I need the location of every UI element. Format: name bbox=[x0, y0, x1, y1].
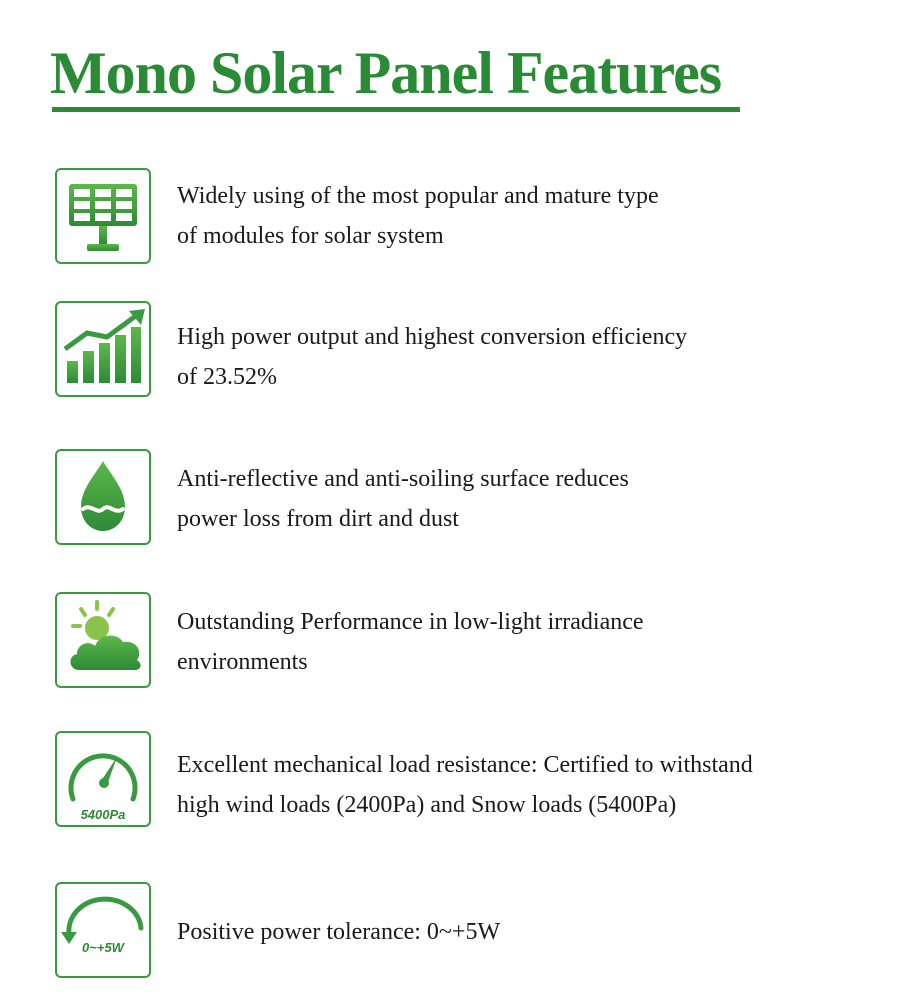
feature-text bbox=[177, 317, 857, 397]
feature-line: Excellent mechanical load resistance: Certified to withstand bbox=[177, 752, 753, 778]
solar-panel-icon bbox=[55, 168, 151, 264]
feature-text bbox=[177, 745, 857, 825]
feature-line: Anti-reflective and anti-soiling surface reduces bbox=[177, 466, 629, 492]
feature-text bbox=[177, 912, 857, 952]
feature-line: power loss from dirt and dust bbox=[177, 506, 459, 532]
page-title: Mono Solar Panel Features bbox=[50, 40, 722, 106]
feature-line: high wind loads (2400Pa) and Snow loads (5400Pa) bbox=[177, 792, 677, 818]
feature-line: environments bbox=[177, 649, 308, 675]
feature-text bbox=[177, 176, 857, 256]
sun-cloud-icon bbox=[55, 592, 151, 688]
feature-line: Widely using of the most popular and mature type bbox=[177, 183, 659, 209]
feature-line: of 23.52% bbox=[177, 364, 277, 390]
feature-line: Outstanding Performance in low-light irradiance bbox=[177, 609, 644, 635]
feature-text bbox=[177, 459, 857, 539]
feature-line: High power output and highest conversion efficiency bbox=[177, 324, 688, 350]
title-underline bbox=[52, 107, 740, 112]
pressure-gauge-icon bbox=[55, 731, 151, 827]
feature-text bbox=[177, 602, 857, 682]
tolerance-arrow-icon bbox=[55, 882, 151, 978]
feature-line: Positive power tolerance: 0~+5W bbox=[177, 919, 501, 945]
tolerance-label: 0~+5W bbox=[82, 940, 124, 955]
water-drop-icon bbox=[55, 449, 151, 545]
feature-line: of modules for solar system bbox=[177, 223, 444, 249]
gauge-label: 5400Pa bbox=[80, 807, 126, 822]
growth-chart-icon bbox=[55, 301, 151, 397]
